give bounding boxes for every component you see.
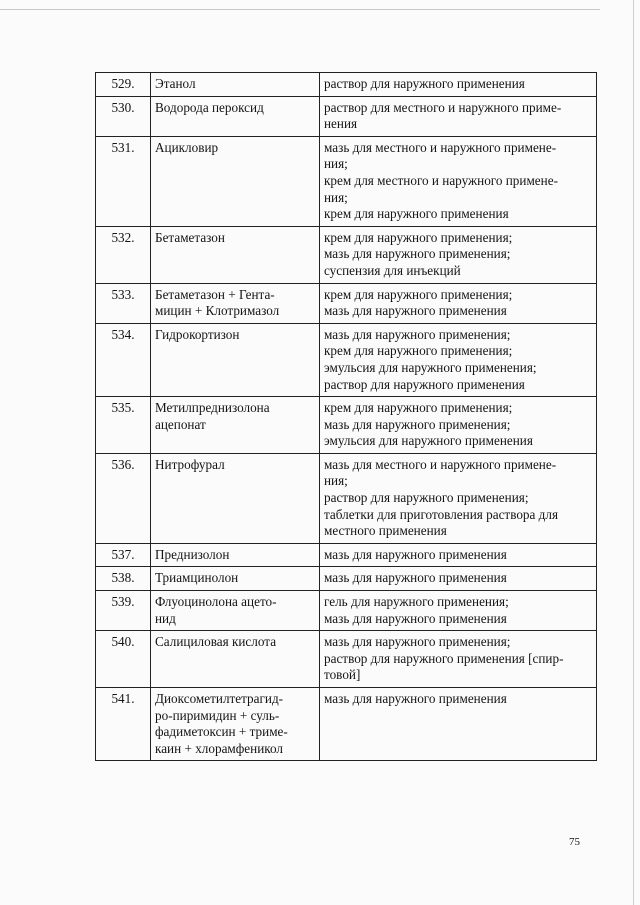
table-row <box>96 591 597 631</box>
dosage-form-cell <box>320 567 597 591</box>
row-number-cell: 539. <box>96 591 151 631</box>
row-number-cell: 536. <box>96 453 151 543</box>
drug-name-cell <box>151 567 320 591</box>
drug-name-cell <box>151 688 320 761</box>
dosage-form-line: раствор для наружного применения [спир- <box>324 650 564 666</box>
drug-name-line: фадиметоксин + триме- <box>155 724 288 740</box>
drug-name-cell <box>151 73 320 97</box>
drug-table <box>95 72 597 761</box>
dosage-form-cell <box>320 688 597 761</box>
dosage-form-line: крем для наружного применения; <box>324 229 513 245</box>
table-row <box>96 397 597 454</box>
dosage-form-line: мазь для наружного применения <box>324 303 507 319</box>
dosage-form-cell <box>320 591 597 631</box>
drug-name-line: Салициловая кислота <box>155 634 277 650</box>
drug-name-line: Водорода пероксид <box>155 99 264 115</box>
scan-edge-top <box>0 9 600 10</box>
table-row <box>96 73 597 97</box>
dosage-form-cell <box>320 283 597 323</box>
dosage-form-line: крем для наружного применения; <box>324 286 513 302</box>
drug-name-line: ро-пиримидин + суль- <box>155 707 280 723</box>
row-number-cell: 537. <box>96 543 151 567</box>
drug-name-cell <box>151 323 320 396</box>
drug-name-cell <box>151 283 320 323</box>
dosage-form-line: крем для наружного применения; <box>324 343 513 359</box>
drug-name-line: Этанол <box>155 76 196 91</box>
dosage-form-line: нения <box>324 116 358 132</box>
dosage-form-cell <box>320 96 597 136</box>
drug-name-line: Метилпреднизолона <box>155 400 270 416</box>
table-row <box>96 136 597 226</box>
row-number-cell: 532. <box>96 226 151 283</box>
dosage-form-cell <box>320 631 597 688</box>
drug-name-cell <box>151 136 320 226</box>
table-row <box>96 226 597 283</box>
dosage-form-line: раствор для местного и наружного приме- <box>324 99 562 115</box>
row-number-cell: 541. <box>96 688 151 761</box>
drug-table-body <box>96 73 597 761</box>
table-row <box>96 453 597 543</box>
dosage-form-cell <box>320 73 597 97</box>
dosage-form-cell <box>320 136 597 226</box>
drug-name-line: Бетаметазон + Гента- <box>155 286 275 302</box>
dosage-form-line: мазь для наружного применения <box>324 691 507 706</box>
dosage-form-line: мазь для наружного применения; <box>324 246 511 262</box>
row-number-cell: 535. <box>96 397 151 454</box>
dosage-form-line: раствор для наружного применения <box>324 376 525 392</box>
table-row <box>96 631 597 688</box>
table-row <box>96 283 597 323</box>
dosage-form-cell <box>320 453 597 543</box>
table-row <box>96 688 597 761</box>
dosage-form-line: крем для местного и наружного примене- <box>324 172 558 188</box>
dosage-form-line: гель для наружного применения; <box>324 594 509 610</box>
dosage-form-line: суспензия для инъекций <box>324 262 461 278</box>
drug-name-cell <box>151 96 320 136</box>
row-number-cell: 529. <box>96 73 151 97</box>
drug-name-cell <box>151 226 320 283</box>
drug-name-cell <box>151 591 320 631</box>
drug-name-line: мицин + Клотримазол <box>155 303 280 319</box>
drug-name-line: Гидрокортизон <box>155 326 240 342</box>
drug-name-line: Преднизолон <box>155 546 230 562</box>
dosage-form-line: крем для наружного применения; <box>324 400 513 416</box>
dosage-form-line: мазь для наружного применения <box>324 610 507 626</box>
dosage-form-line: мазь для наружного применения <box>324 546 507 562</box>
row-number-cell: 538. <box>96 567 151 591</box>
drug-name-line: Нитрофурал <box>155 456 225 472</box>
scan-edge-right <box>633 0 634 905</box>
drug-name-cell <box>151 397 320 454</box>
drug-name-line: ацепонат <box>155 416 206 432</box>
drug-name-cell <box>151 543 320 567</box>
drug-name-line: Диоксометилтетрагид- <box>155 691 284 706</box>
dosage-form-cell <box>320 397 597 454</box>
dosage-form-cell <box>320 323 597 396</box>
table-row <box>96 543 597 567</box>
dosage-form-line: товой] <box>324 667 361 683</box>
dosage-form-line: крем для наружного применения <box>324 206 509 222</box>
table-row <box>96 567 597 591</box>
dosage-form-line: ния; <box>324 156 348 172</box>
dosage-form-line: местного применения <box>324 523 447 539</box>
row-number-cell: 531. <box>96 136 151 226</box>
dosage-form-line: мазь для наружного применения; <box>324 416 511 432</box>
row-number-cell: 534. <box>96 323 151 396</box>
dosage-form-line: мазь для наружного применения; <box>324 634 511 650</box>
drug-name-line: Триамцинолон <box>155 570 239 586</box>
drug-name-line: каин + хлорамфеникол <box>155 740 284 756</box>
dosage-form-cell <box>320 226 597 283</box>
dosage-form-cell <box>320 543 597 567</box>
dosage-form-line: ния; <box>324 473 348 489</box>
row-number-cell: 530. <box>96 96 151 136</box>
drug-name-line: Ацикловир <box>155 139 219 155</box>
dosage-form-line: мазь для наружного применения; <box>324 326 511 342</box>
drug-name-line: Флуоцинолона ацето- <box>155 594 277 610</box>
page-number: 75 <box>569 836 580 848</box>
dosage-form-line: мазь для местного и наружного примене- <box>324 456 557 472</box>
drug-name-line: Бетаметазон <box>155 229 225 245</box>
drug-name-cell <box>151 631 320 688</box>
dosage-form-line: ния; <box>324 189 348 205</box>
row-number-cell: 540. <box>96 631 151 688</box>
table-row <box>96 323 597 396</box>
row-number-cell: 533. <box>96 283 151 323</box>
dosage-form-line: раствор для наружного применения <box>324 76 525 91</box>
dosage-form-line: мазь для наружного применения <box>324 570 507 586</box>
dosage-form-line: эмульсия для наружного применения <box>324 433 533 449</box>
drug-name-cell <box>151 453 320 543</box>
dosage-form-line: таблетки для приготовления раствора для <box>324 506 559 522</box>
dosage-form-line: мазь для местного и наружного примене- <box>324 139 557 155</box>
table-row <box>96 96 597 136</box>
dosage-form-line: эмульсия для наружного применения; <box>324 359 537 375</box>
drug-name-line: нид <box>155 610 176 626</box>
dosage-form-line: раствор для наружного применения; <box>324 490 529 506</box>
